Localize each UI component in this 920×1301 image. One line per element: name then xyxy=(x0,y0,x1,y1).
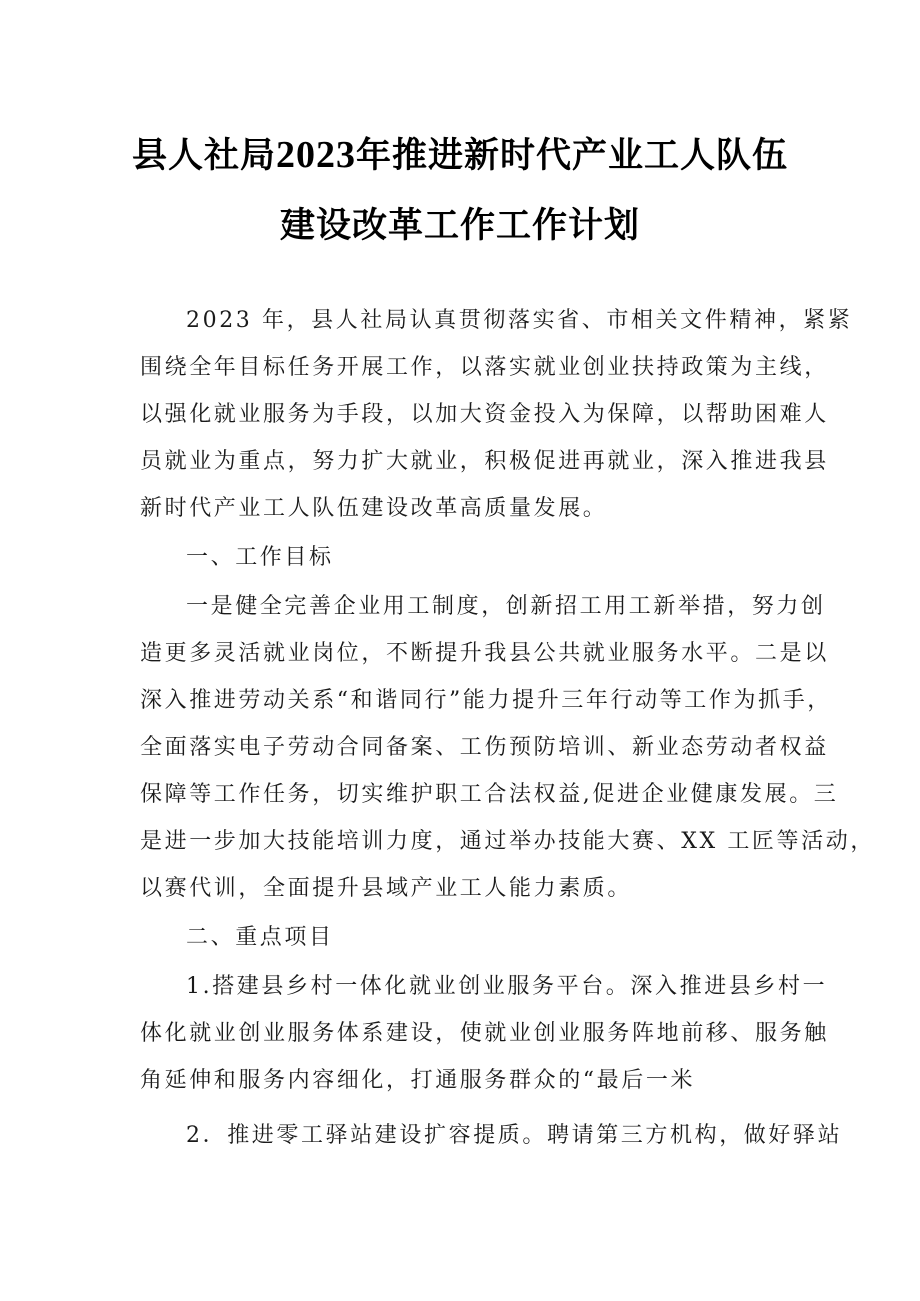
goals-line-7: 以赛代训，全面提升县域产业工人能力素质。 xyxy=(140,876,633,901)
goals-line-1: 一是健全完善企业用工制度，创新招工用工新举措，努力创 xyxy=(186,594,826,619)
item-1-line-2: 体化就业创业服务体系建设，使就业创业服务阵地前移、服务触 xyxy=(140,1021,829,1046)
title-suffix: 年推进新时代产业工人队伍 xyxy=(356,136,789,176)
item-1-line-3: 角延伸和服务内容细化，打通服务群众的“最后一米 xyxy=(140,1068,696,1093)
goals-line-5: 保障等工作任务，切实维护职工合法权益,促进企业健康发展。三 xyxy=(140,782,839,807)
goals-line-6: 是进一步加大技能培训力度，通过举办技能大赛、XX 工匠等活动， xyxy=(140,829,875,854)
intro-line-3: 以强化就业服务为手段，以加大资金投入为保障，以帮助困难人 xyxy=(140,402,829,427)
document-title-line-1 xyxy=(0,128,920,178)
intro-line-2: 围绕全年目标任务开展工作，以落实就业创业扶持政策为主线， xyxy=(140,355,829,380)
goals-line-4: 全面落实电子劳动合同备案、工伤预防培训、新业态劳动者权益 xyxy=(140,735,829,760)
document-title-line-2: 建设改革工作工作计划 xyxy=(279,206,640,246)
section-heading-key-projects: 二、重点项目 xyxy=(186,925,334,950)
intro-line-1: 2023 年，县人社局认真贯彻落实省、市相关文件精神，紧紧 xyxy=(186,308,853,333)
title-prefix: 县人社局 xyxy=(131,136,276,176)
intro-line-4: 员就业为重点，努力扩大就业，积极促进再就业，深入推进我县 xyxy=(140,449,829,474)
title-year: 2023 xyxy=(276,134,356,176)
item-1-line-1: 1.搭建县乡村一体化就业创业服务平台。深入推进县乡村一 xyxy=(186,974,828,999)
intro-line-5: 新时代产业工人队伍建设改革高质量发展。 xyxy=(140,496,608,521)
goals-line-3: 深入推进劳动关系“和谐同行”能力提升三年行动等工作为抓手， xyxy=(140,688,832,713)
item-2-line-1: 2．推进零工驿站建设扩容提质。聘请第三方机构，做好驿站 xyxy=(186,1123,843,1148)
goals-line-2: 造更多灵活就业岗位，不断提升我县公共就业服务水平。二是以 xyxy=(140,641,829,666)
section-heading-work-goals: 一、工作目标 xyxy=(186,545,334,570)
